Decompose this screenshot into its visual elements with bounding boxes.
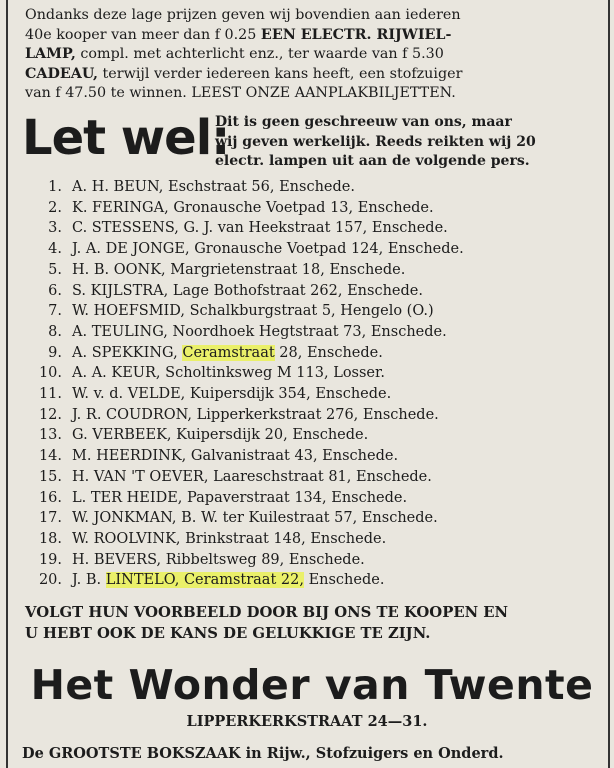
intro-text: terwijl verder iedereen kans heeft, een stofzuiger [98, 65, 463, 82]
winner-city: Enschede. [356, 468, 432, 485]
winner-street: Gronausche Voetpad 13, [173, 199, 354, 216]
winner-street: Brinkstraat 148, [185, 530, 306, 547]
intro-text: compl. met achterlicht enz., ter waarde van f 5.30 [75, 46, 444, 62]
winner-row [28, 218, 608, 239]
winner-street: Galvanistraat 43, [190, 448, 318, 465]
winner-row [28, 570, 608, 591]
intro-bold-text: EEN ELECTR. RIJWIEL- [260, 26, 452, 43]
winner-city: Enschede. [288, 551, 365, 568]
intro-line [25, 65, 605, 85]
winner-row [28, 301, 608, 322]
let-wel-note [215, 113, 600, 172]
winner-city: Enschede. [362, 406, 439, 423]
closing-message [25, 602, 605, 644]
winner-street: G. J. van Heekstraat 157, [183, 220, 368, 237]
winner-street: Lage Bothofstraat 262, [172, 282, 343, 299]
winner-city: Enschede. [370, 323, 447, 340]
winner-row [28, 198, 608, 219]
intro-line: Ondanks deze lage prijzen geven wij bovendien aan iederen [25, 7, 461, 23]
note-line: wij geven werkelijk. Reeds reikten wij 20 [215, 133, 536, 150]
winner-number: 9. [48, 344, 62, 361]
winner-number: 7. [48, 303, 62, 320]
closing-line: U HEBT OOK DE KANS DE GELUKKIGE TE ZIJN. [25, 625, 431, 642]
winner-city: Enschede. [315, 386, 392, 403]
winner-city: Enschede. [279, 179, 355, 195]
winner-number: 14. [38, 448, 62, 465]
winner-row [28, 177, 608, 198]
winner-number: 4. [48, 241, 62, 258]
winner-street: Ribbeltsweg 89, [165, 551, 285, 568]
winner-city: Enschede. [347, 282, 423, 299]
winner-name: S. KIJLSTRA, [72, 282, 169, 299]
winner-number: 2. [48, 199, 62, 216]
winner-row [28, 343, 608, 364]
winner-row [28, 239, 608, 260]
winner-street: Kuipersdijk 354, [189, 386, 311, 403]
intro-bold-text: CADEAU, [25, 65, 98, 82]
tagline-text: GROOTSTE BOKSZAAK [48, 745, 241, 762]
winner-number: 13. [38, 427, 62, 444]
winner-number: 11. [38, 386, 62, 403]
winner-name: A. TEULING, [72, 323, 168, 340]
winner-name: H. VAN 'T OEVER, [72, 468, 209, 485]
winner-name: M. HEERDINK, [72, 448, 187, 465]
winner-name: A. SPEKKING, [72, 344, 178, 361]
winner-number: 20. [38, 572, 62, 589]
intro-text: 40e kooper van meer dan f 0.25 [25, 26, 261, 43]
store-name: Het Wonder van Twente [30, 661, 594, 709]
winner-name: L. TER HEIDE, [72, 489, 183, 506]
highlighted-text: LINTELO, Ceramstraat 22, [105, 572, 304, 589]
winner-row [28, 425, 608, 446]
winner-street: Schalkburgstraat 5, [189, 303, 336, 320]
winner-row [28, 322, 608, 343]
winner-city: Enschede. [308, 572, 385, 589]
winner-city: Losser. [333, 365, 385, 382]
winner-city: Enschede. [322, 448, 399, 465]
intro-line [25, 45, 605, 65]
winner-city: Hengelo (O.) [340, 303, 434, 320]
winner-number: 17. [38, 510, 62, 527]
winner-row [28, 488, 608, 509]
let-wel-heading: Let wel: [22, 110, 230, 166]
winner-city: Enschede. [329, 261, 406, 278]
note-line: electr. lampen uit aan de volgende pers. [215, 153, 530, 169]
winner-street: Gronausche Voetpad 124, [194, 241, 384, 258]
winner-row [28, 508, 608, 529]
winner-list [28, 177, 608, 591]
highlighted-street: Ceramstraat [182, 344, 275, 361]
winner-row [28, 550, 608, 571]
winner-name: W. v. d. VELDE, [72, 386, 186, 403]
tagline-text: in Rijw., Stofzuigers en Onderd. [240, 745, 504, 762]
winner-name: H. B. OONK, [72, 261, 166, 278]
winner-row [28, 260, 608, 281]
winner-row [28, 384, 608, 405]
winner-name: W. ROOLVINK, [72, 530, 181, 547]
winner-city: Enschede. [387, 241, 464, 258]
intro-line [25, 26, 605, 46]
note-line: Dit is geen geschreeuw van ons, maar [215, 114, 512, 130]
winner-street: Scholtinksweg M 113, [165, 365, 329, 382]
winner-name: K. FERINGA, [72, 199, 169, 216]
winner-row [28, 529, 608, 550]
winner-name: H. BEVERS, [72, 551, 162, 568]
winner-number: 19. [38, 551, 62, 568]
winner-number: 1. [48, 179, 62, 195]
winner-name: C. STESSENS, [72, 220, 179, 237]
tagline-text: De [22, 745, 49, 762]
winner-name: A. A. KEUR, [72, 365, 161, 382]
winner-initials: J. B. [72, 572, 102, 589]
winner-row [28, 467, 608, 488]
winner-name: J. R. COUDRON, [72, 406, 193, 423]
intro-bold-text: LAMP, [25, 46, 76, 62]
winner-city: Enschede. [331, 489, 408, 506]
winner-name: G. VERBEEK, [72, 427, 172, 444]
winner-street: Eschstraat 56, [168, 179, 275, 195]
winner-street: Papaverstraat 134, [187, 489, 327, 506]
winner-name: A. H. BEUN, [72, 179, 164, 195]
winner-street: Margrietenstraat 18, [170, 261, 325, 278]
winner-name: W. JONKMAN, [72, 510, 177, 527]
winner-street: Kuipersdijk 20, [176, 427, 288, 444]
winner-city: Enschede. [357, 199, 434, 216]
winner-number: 8. [48, 323, 62, 340]
winner-row [28, 446, 608, 467]
winner-city: Enschede. [361, 510, 438, 527]
closing-line: VOLGT HUN VOORBEELD DOOR BIJ ONS TE KOOPEN EN [25, 604, 509, 621]
winner-city: Enschede. [371, 220, 448, 237]
winner-city: Enschede. [292, 427, 369, 444]
winner-number: 16. [38, 489, 62, 506]
winner-number: 6. [48, 282, 62, 299]
left-border-rule [6, 0, 8, 768]
right-border-rule [608, 0, 610, 768]
winner-number: 5. [48, 261, 62, 278]
intro-paragraph [25, 6, 605, 104]
winner-row [28, 281, 608, 302]
winner-street: Noordhoek Hegtstraat 73, [172, 323, 367, 340]
store-tagline [22, 744, 612, 764]
winner-name: J. A. DE JONGE, [72, 241, 190, 258]
winner-street: Lipperkerkstraat 276, [196, 406, 359, 423]
winner-row [28, 405, 608, 426]
winner-street: 28, [279, 344, 303, 361]
winner-city: Enschede. [306, 344, 383, 361]
winner-number: 18. [38, 530, 62, 547]
winner-number: 12. [38, 406, 62, 423]
intro-line: van f 47.50 te winnen. LEEST ONZE AANPLAKBILJETTEN. [25, 85, 456, 101]
winner-number: 3. [48, 220, 62, 237]
winner-name: W. HOEFSMID, [72, 303, 185, 320]
winner-street: B. W. ter Kuilestraat 57, [181, 510, 358, 527]
winner-city: Enschede. [310, 530, 387, 547]
winner-street: Laareschstraat 81, [213, 468, 352, 485]
winner-number: 10. [38, 365, 62, 382]
winner-number: 15. [38, 468, 62, 485]
store-address: LIPPERKERKSTRAAT 24—31. [186, 713, 428, 730]
winner-row [28, 363, 608, 384]
